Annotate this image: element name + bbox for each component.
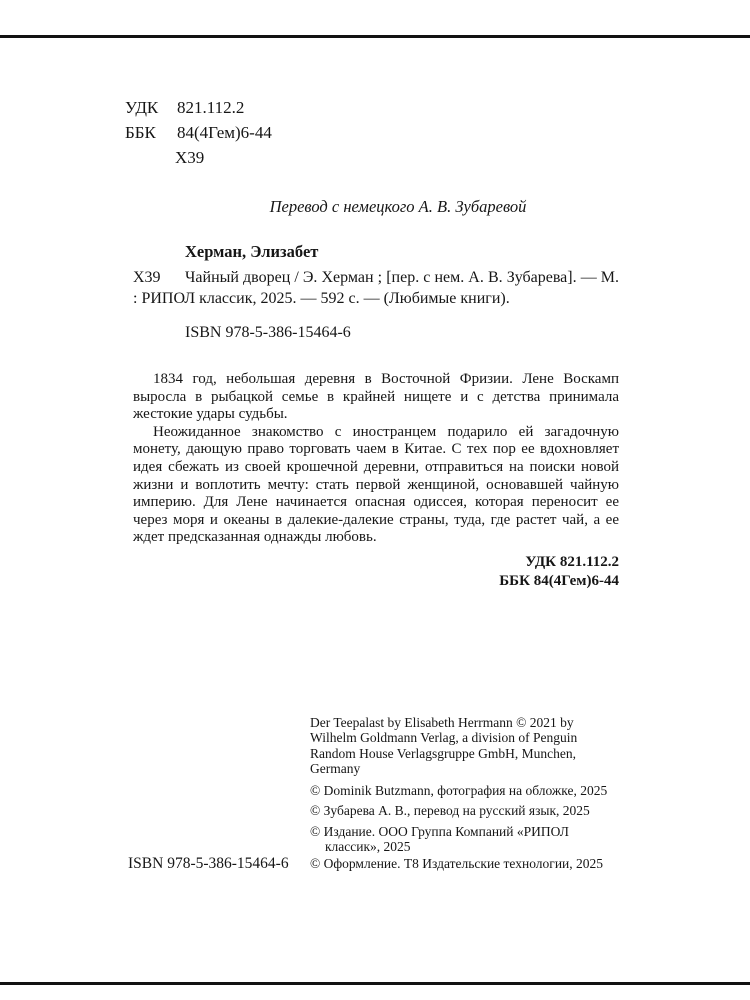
udk-value: 821.112.2: [177, 98, 245, 117]
isbn-top: ISBN 978-5-386-15464-6: [185, 324, 351, 341]
classification-bottom-block: [133, 553, 619, 591]
annotation-paragraph-1: 1834 год, небольшая деревня в Восточной Фризии. Лене Воскамп выросла в рыбацкой семье в крайней нищете и с детства принимала жестокие удары судьбы.: [133, 371, 619, 423]
bottom-row: [128, 855, 610, 876]
bibliographic-entry: [133, 267, 619, 309]
bottom-border-line: [0, 982, 750, 985]
copyright-item-translation: © Зубарева А. В., перевод на русский язык, 2025: [310, 803, 590, 819]
copyright-item-edition: © Издание. ООО Группа Компаний «РИПОЛ классик», 2025: [310, 823, 569, 855]
bbk-row: [125, 120, 272, 145]
copyright-item-photo: © Dominik Butzmann, фотография на обложке, 2025: [310, 783, 608, 799]
classification-top-block: [125, 95, 272, 170]
udk-right: УДК 821.112.2: [525, 553, 619, 570]
bbk-right: ББК 84(4Гем)6-44: [499, 572, 619, 589]
original-edition-note: Der Teepalast by Elisabeth Herrmann © 2021 by Wilhelm Goldmann Verlag, a division of Penguin Random House Verlagsgruppe GmbH, Munchen, Germany: [310, 715, 578, 776]
author-code: Х39: [175, 148, 205, 167]
isbn-bottom: ISBN 978-5-386-15464-6: [128, 855, 289, 872]
annotation-paragraph-2: Неожиданное знакомство с иностранцем подарило ей загадочную монету, дающую право торговать чаем в Китае. С тех пор ее вдохновляет идея сбежать из своей крошечной деревни, отправиться на поиски новой жизни и воплотить мечту: стать первой женщиной, основавшей чайную империю. Для Лене начинается опасная одиссея, которая переносит ее через моря и океаны в далекие-далекие страны, туда, где растет чай, а ее ждет предсказанная однажды любовь.: [133, 423, 619, 546]
top-border-line: [0, 35, 750, 38]
bbk-label: ББК: [125, 123, 156, 142]
author-name: Херман, Элизабет: [185, 242, 319, 261]
author-code-row: [125, 145, 272, 170]
copyright-item-design: © Оформление. Т8 Издательские технологии, 2025: [310, 856, 604, 871]
copyright-block: [310, 715, 610, 859]
udk-row: [125, 95, 272, 120]
catalog-entry: [133, 241, 619, 343]
annotation-block: [133, 371, 619, 591]
bibliographic-text: Чайный дворец / Э. Херман ; [пер. с нем. А. В. Зубарева]. — М. : РИПОЛ классик, 2025. — 592 с. — (Любимые книги).: [133, 269, 619, 307]
udk-label: УДК: [125, 98, 159, 117]
translator-note: Перевод с немецкого А. В. Зубаревой: [269, 197, 527, 216]
bbk-value: 84(4Гем)6-44: [177, 123, 272, 142]
entry-code: Х39: [133, 269, 161, 286]
